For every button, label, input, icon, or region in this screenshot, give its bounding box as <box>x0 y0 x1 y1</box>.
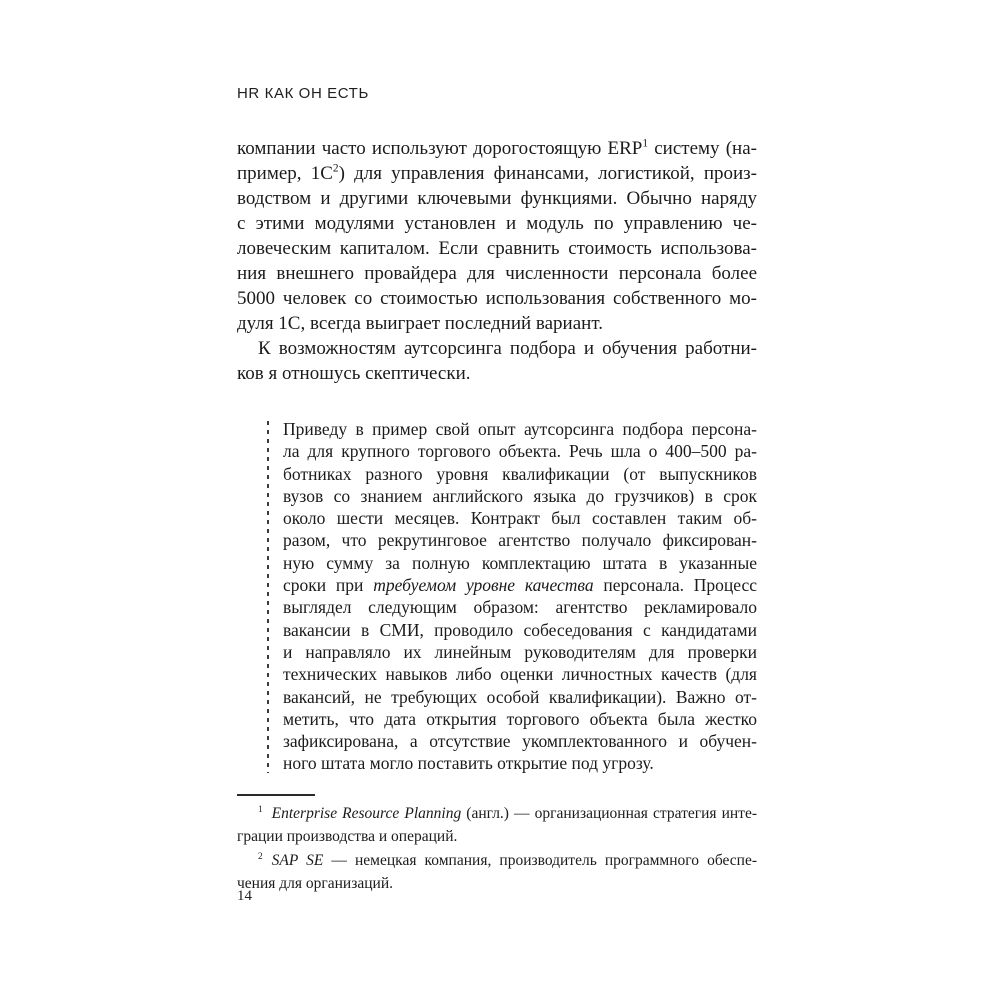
text-segment: ловеческим капиталом. Если сравнить стоимость использова- <box>237 238 757 259</box>
text-line <box>237 286 757 311</box>
text-line <box>283 485 757 507</box>
superscript-footnote-marker: 2 <box>332 162 339 175</box>
quote-block <box>267 418 757 775</box>
text-line <box>283 596 757 618</box>
text-line <box>237 336 757 361</box>
text-line <box>237 211 757 236</box>
text-segment: разом, что рекрутинговое агентство получало фиксирован- <box>283 530 757 551</box>
superscript-footnote-marker: 1 <box>258 804 263 815</box>
text-segment: ную сумму за полную комплектацию штата в указанные <box>283 552 757 573</box>
text-line <box>237 361 757 386</box>
text-segment: грации производства и операций. <box>237 828 458 846</box>
text-line <box>283 440 757 462</box>
text-line <box>237 872 757 896</box>
superscript-footnote-marker: 2 <box>258 851 263 862</box>
text-segment: выглядел следующим образом: агентство рекламировало <box>283 597 757 618</box>
text-segment: технических навыков либо оценки личностных качеств (для <box>283 664 757 685</box>
text-line <box>283 574 757 596</box>
text-segment: ния внешнего провайдера для численности персонала более <box>237 263 757 284</box>
text-segment: зафиксирована, а отсутствие укомплектованного и обучен- <box>283 731 757 752</box>
text-segment: с этими модулями установлен и модуль по управлению че- <box>237 213 757 234</box>
text-segment: сроки при <box>283 575 374 596</box>
page-content <box>237 136 757 896</box>
text-line <box>237 261 757 286</box>
text-segment: Приведу в пример свой опыт аутсорсинга подбора персона- <box>283 419 757 439</box>
text-segment: водством и другими ключевыми функциями. Обычно наряду <box>237 188 757 209</box>
text-line <box>283 418 757 440</box>
text-segment: вузов со знанием английского языка до грузчиков) в срок <box>283 485 757 506</box>
page-number: 14 <box>237 888 252 904</box>
text-line <box>283 730 757 752</box>
footnote <box>237 802 757 849</box>
text-line <box>283 641 757 663</box>
text-segment: компании часто используют дорогостоящую ERP <box>237 138 643 159</box>
text-segment: дуля 1С, всегда выиграет последний вариант. <box>237 313 603 334</box>
text-segment: метить, что дата открытия торгового объекта была жестко <box>283 708 757 729</box>
text-line <box>237 236 757 261</box>
text-line <box>283 686 757 708</box>
text-line <box>283 507 757 529</box>
quote-dashed-rule <box>267 421 269 773</box>
quote-text <box>283 418 757 775</box>
text-segment: 5000 человек со стоимостью использования собственного мо- <box>237 288 757 309</box>
text-line <box>237 825 757 849</box>
text-segment: около шести месяцев. Контракт был составлен таким об- <box>283 508 757 529</box>
paragraph <box>237 136 757 336</box>
text-segment: ков я отношусь скептически. <box>237 363 471 384</box>
text-segment: и направляло их линейным руководителям для проверки <box>283 641 757 662</box>
text-line <box>283 552 757 574</box>
text-line <box>283 463 757 485</box>
text-segment: ботниках разного уровня квалификации (от выпускников <box>283 463 757 484</box>
text-segment: К возможностям аутсорсинга подбора и обучения работни- <box>258 338 757 359</box>
text-segment: (англ.) — организационная стратегия инте- <box>461 804 757 822</box>
superscript-footnote-marker: 1 <box>642 137 649 150</box>
text-line <box>283 663 757 685</box>
text-segment: пример, 1С <box>237 163 333 184</box>
text-line <box>283 619 757 641</box>
text-segment: вакансии в СМИ, проводило собеседования с кандидатами <box>283 619 757 640</box>
text-line <box>283 529 757 551</box>
text-line <box>283 752 757 774</box>
text-segment: систему (на- <box>648 138 757 159</box>
text-segment: вакансий, не требующих особой квалификации). Важно от- <box>283 686 757 707</box>
italic-text: SAP SE <box>271 851 324 869</box>
text-segment: персонала. Процесс <box>593 575 758 596</box>
text-segment: ного штата могло поставить открытие под угрозу. <box>283 753 654 774</box>
italic-text: Enterprise Resource Planning <box>271 804 462 822</box>
text-line <box>283 708 757 730</box>
text-line <box>237 802 757 826</box>
text-segment: — немецкая компания, производитель программного обеспе- <box>323 851 757 869</box>
text-line <box>237 186 757 211</box>
footnote-separator <box>237 794 315 796</box>
text-segment: ла для крупного торгового объекта. Речь шла о 400–500 ра- <box>283 441 757 462</box>
text-line <box>237 161 757 186</box>
running-header: HR КАК ОН ЕСТЬ <box>237 85 369 102</box>
text-segment: ) для управления финансами, логистикой, произ- <box>338 163 758 184</box>
text-segment: чения для организаций. <box>237 875 393 893</box>
paragraph <box>237 336 757 386</box>
footnote <box>237 849 757 896</box>
text-line <box>237 849 757 873</box>
text-line <box>237 136 757 161</box>
italic-text: требуемом уровне качества <box>373 575 594 596</box>
text-line <box>237 311 757 336</box>
footnotes <box>237 802 757 896</box>
